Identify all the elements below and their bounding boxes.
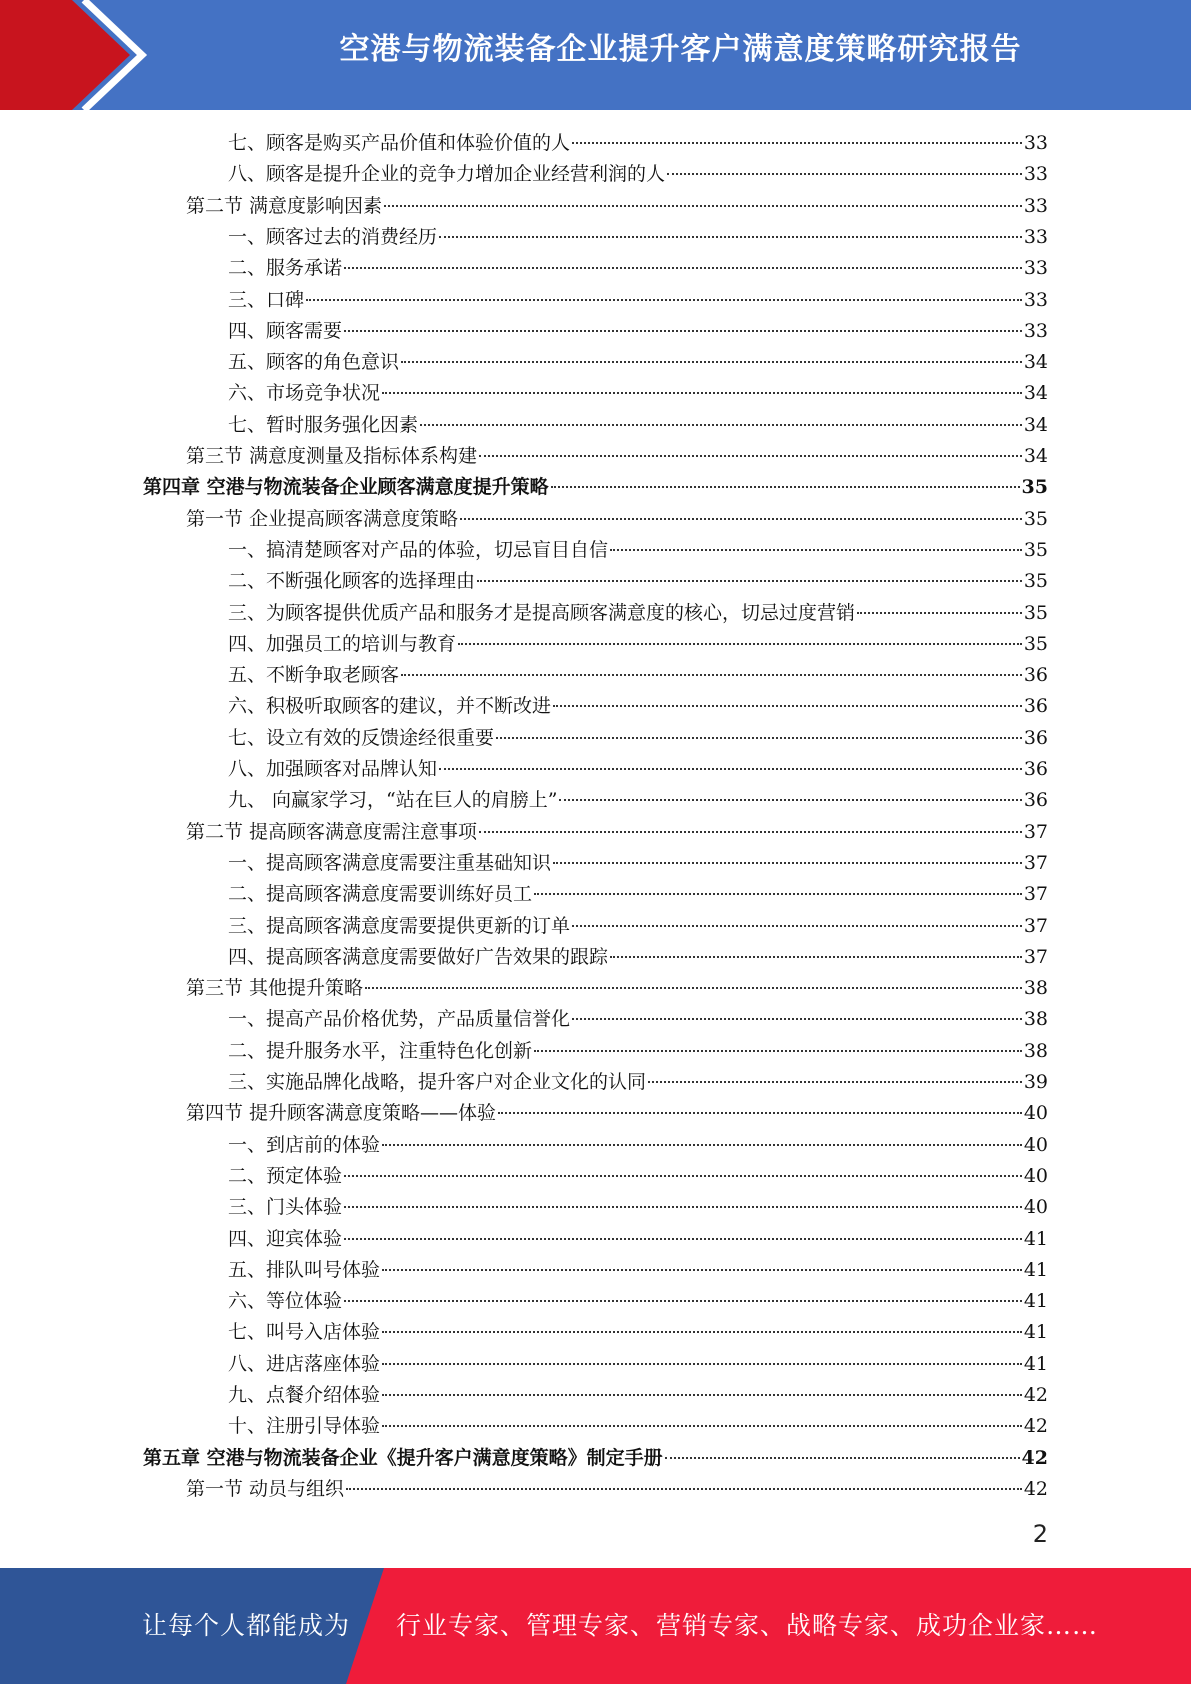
toc-entry-title: 九、 向赢家学习，“站在巨人的肩膀上” xyxy=(228,789,558,812)
toc-subsection-entry[interactable] xyxy=(228,1224,1048,1255)
toc-leader-dots xyxy=(439,235,1022,238)
toc-leader-dots xyxy=(384,204,1022,207)
toc-leader-dots xyxy=(346,1487,1022,1490)
toc-leader-dots xyxy=(610,955,1022,958)
toc-entry-title: 七、暂时服务强化因素 xyxy=(228,413,419,436)
toc-leader-dots xyxy=(382,1362,1022,1365)
toc-subsection-entry[interactable] xyxy=(228,629,1048,660)
toc-entry-page: 35 xyxy=(1023,570,1048,593)
toc-entry-title: 三、提高顾客满意度需要提供更新的订单 xyxy=(228,914,571,937)
toc-entry-title: 一、提高顾客满意度需要注重基础知识 xyxy=(228,851,552,874)
toc-leader-dots xyxy=(382,1330,1022,1333)
toc-entry-page: 34 xyxy=(1023,382,1048,405)
toc-entry-page: 39 xyxy=(1023,1071,1048,1093)
toc-leader-dots xyxy=(382,1424,1022,1427)
toc-entry-title: 第三节 满意度测量及指标体系构建 xyxy=(186,445,478,467)
toc-entry-page: 36 xyxy=(1023,758,1048,780)
toc-leader-dots xyxy=(365,986,1022,989)
toc-entry-title: 九、点餐介绍体验 xyxy=(228,1384,381,1406)
toc-chapter-entry[interactable] xyxy=(143,472,1048,503)
toc-entry-title: 第一节 动员与组织 xyxy=(186,1477,345,1500)
toc-entry-title: 第四节 提升顾客满意度策略——体验 xyxy=(186,1102,497,1125)
toc-entry-page: 42 xyxy=(1021,1446,1048,1469)
toc-entry-page: 33 xyxy=(1023,132,1048,154)
toc-leader-dots xyxy=(439,767,1022,770)
toc-subsection-entry[interactable] xyxy=(228,1349,1048,1380)
toc-entry-page: 33 xyxy=(1023,194,1048,217)
toc-entry-title: 五、顾客的角色意识 xyxy=(228,351,400,374)
toc-leader-dots xyxy=(551,485,1020,488)
toc-subsection-entry[interactable] xyxy=(228,316,1048,347)
page-footer xyxy=(0,1568,1191,1684)
toc-section-entry[interactable] xyxy=(186,441,1048,472)
toc-entry-title: 二、不断强化顾客的选择理由 xyxy=(228,570,476,593)
toc-section-entry[interactable] xyxy=(186,1474,1048,1505)
toc-subsection-entry[interactable] xyxy=(228,128,1048,159)
toc-leader-dots xyxy=(344,329,1022,332)
toc-entry-title: 二、提高顾客满意度需要训练好员工 xyxy=(228,883,533,906)
toc-section-entry[interactable] xyxy=(186,1098,1048,1129)
footer-slogan-left: 让每个人都能成为 xyxy=(142,1611,351,1640)
toc-entry-title: 三、口碑 xyxy=(228,288,305,311)
toc-entry-title: 一、顾客过去的消费经历 xyxy=(228,225,438,248)
toc-leader-dots xyxy=(401,360,1022,363)
toc-entry-title: 五、排队叫号体验 xyxy=(228,1258,381,1281)
toc-subsection-entry[interactable] xyxy=(228,1411,1048,1442)
toc-leader-dots xyxy=(344,1299,1022,1302)
toc-entry-page: 37 xyxy=(1023,820,1048,843)
toc-subsection-entry[interactable] xyxy=(228,1317,1048,1348)
toc-subsection-entry[interactable] xyxy=(228,1192,1048,1223)
toc-entry-page: 40 xyxy=(1023,1102,1048,1125)
toc-subsection-entry[interactable] xyxy=(228,848,1048,879)
toc-entry-title: 六、等位体验 xyxy=(228,1290,343,1313)
toc-leader-dots xyxy=(382,391,1022,394)
toc-subsection-entry[interactable] xyxy=(228,347,1048,378)
toc-subsection-entry[interactable] xyxy=(228,723,1048,754)
toc-entry-page: 40 xyxy=(1023,1196,1048,1219)
toc-chapter-entry[interactable] xyxy=(143,1443,1048,1474)
toc-entry-page: 36 xyxy=(1023,789,1048,812)
toc-subsection-entry[interactable] xyxy=(228,911,1048,942)
toc-entry-title: 一、提高产品价格优势，产品质量信誉化 xyxy=(228,1008,571,1031)
toc-entry-title: 三、为顾客提供优质产品和服务才是提高顾客满意度的核心，切忌过度营销 xyxy=(228,601,856,624)
toc-entry-title: 第四章 空港与物流装备企业顾客满意度提升策略 xyxy=(143,476,549,499)
toc-entry-page: 38 xyxy=(1023,977,1048,1000)
toc-subsection-entry[interactable] xyxy=(228,691,1048,722)
toc-entry-title: 第一节 企业提高顾客满意度策略 xyxy=(186,507,459,530)
toc-entry-page: 36 xyxy=(1023,726,1048,749)
toc-entry-title: 第二节 提高顾客满意度需注意事项 xyxy=(186,820,478,843)
toc-entry-title: 三、门头体验 xyxy=(228,1196,343,1219)
toc-leader-dots xyxy=(420,423,1022,426)
toc-entry-page: 40 xyxy=(1023,1164,1048,1187)
toc-subsection-entry[interactable] xyxy=(228,942,1048,973)
toc-entry-title: 七、顾客是购买产品价值和体验价值的人 xyxy=(228,132,571,154)
toc-leader-dots xyxy=(382,1143,1022,1146)
toc-leader-dots xyxy=(479,830,1022,833)
toc-entry-page: 41 xyxy=(1023,1352,1048,1375)
toc-leader-dots xyxy=(306,298,1022,301)
toc-leader-dots xyxy=(572,1017,1022,1020)
toc-entry-page: 42 xyxy=(1023,1415,1048,1438)
toc-subsection-entry[interactable] xyxy=(228,1161,1048,1192)
toc-entry-page: 37 xyxy=(1023,883,1048,906)
toc-entry-title: 八、顾客是提升企业的竞争力增加企业经营利润的人 xyxy=(228,163,666,186)
toc-leader-dots xyxy=(458,642,1022,645)
toc-entry-page: 33 xyxy=(1023,319,1048,342)
report-title: 空港与物流装备企业提升客户满意度策略研究报告 xyxy=(339,32,1022,67)
toc-leader-dots xyxy=(401,673,1022,676)
toc-entry-page: 34 xyxy=(1023,413,1048,436)
toc-entry-page: 41 xyxy=(1023,1258,1048,1281)
toc-entry-title: 十、注册引导体验 xyxy=(228,1415,381,1438)
toc-leader-dots xyxy=(477,579,1022,582)
toc-leader-dots xyxy=(496,736,1022,739)
toc-subsection-entry[interactable] xyxy=(228,1004,1048,1035)
toc-entry-page: 42 xyxy=(1023,1477,1048,1500)
toc-leader-dots xyxy=(857,611,1022,614)
header-chevron-decoration xyxy=(0,0,155,110)
toc-leader-dots xyxy=(382,1268,1022,1271)
toc-entry-page: 41 xyxy=(1023,1321,1048,1344)
toc-leader-dots xyxy=(572,141,1022,144)
toc-section-entry[interactable] xyxy=(186,817,1048,848)
toc-leader-dots xyxy=(460,517,1022,520)
toc-entry-page: 36 xyxy=(1023,695,1048,718)
toc-entry-page: 38 xyxy=(1023,1039,1048,1062)
toc-leader-dots xyxy=(667,172,1022,175)
toc-entry-page: 34 xyxy=(1023,445,1048,467)
toc-entry-title: 四、提高顾客满意度需要做好广告效果的跟踪 xyxy=(228,945,609,968)
toc-entry-page: 41 xyxy=(1023,1290,1048,1313)
toc-subsection-entry[interactable] xyxy=(228,1255,1048,1286)
toc-subsection-entry[interactable] xyxy=(228,598,1048,629)
toc-subsection-entry[interactable] xyxy=(228,1286,1048,1317)
toc-entry-title: 二、预定体验 xyxy=(228,1164,343,1187)
toc-leader-dots xyxy=(553,861,1022,864)
toc-subsection-entry[interactable] xyxy=(228,566,1048,597)
toc-leader-dots xyxy=(610,548,1022,551)
toc-leader-dots xyxy=(648,1080,1022,1083)
toc-subsection-entry[interactable] xyxy=(228,253,1048,284)
toc-entry-title: 六、市场竞争状况 xyxy=(228,382,381,405)
toc-entry-title: 第三节 其他提升策略 xyxy=(186,977,364,1000)
toc-subsection-entry[interactable] xyxy=(228,785,1048,816)
page-header xyxy=(0,0,1191,110)
toc-leader-dots xyxy=(572,924,1022,927)
toc-leader-dots xyxy=(559,798,1021,801)
toc-entry-title: 一、搞清楚顾客对产品的体验，切忌盲目自信 xyxy=(228,538,609,561)
toc-entry-page: 41 xyxy=(1023,1227,1048,1250)
toc-entry-title: 七、叫号入店体验 xyxy=(228,1321,381,1344)
toc-entry-page: 33 xyxy=(1023,288,1048,311)
toc-entry-page: 35 xyxy=(1023,601,1048,624)
toc-subsection-entry[interactable] xyxy=(228,1130,1048,1161)
toc-entry-page: 35 xyxy=(1023,632,1048,655)
toc-subsection-entry[interactable] xyxy=(228,285,1048,316)
toc-entry-page: 33 xyxy=(1023,225,1048,248)
toc-entry-title: 四、加强员工的培训与教育 xyxy=(228,632,457,655)
toc-leader-dots xyxy=(498,1111,1022,1114)
toc-entry-title: 六、积极听取顾客的建议，并不断改进 xyxy=(228,695,552,718)
toc-leader-dots xyxy=(479,454,1022,457)
toc-entry-title: 七、设立有效的反馈途经很重要 xyxy=(228,726,495,749)
toc-subsection-entry[interactable] xyxy=(228,410,1048,441)
toc-section-entry[interactable] xyxy=(186,504,1048,535)
toc-subsection-entry[interactable] xyxy=(228,1036,1048,1067)
toc-leader-dots xyxy=(665,1456,1020,1459)
toc-subsection-entry[interactable] xyxy=(228,378,1048,409)
toc-subsection-entry[interactable] xyxy=(228,660,1048,691)
toc-entry-page: 38 xyxy=(1023,1008,1048,1031)
toc-entry-page: 37 xyxy=(1023,914,1048,937)
toc-entry-page: 35 xyxy=(1023,507,1048,530)
toc-section-entry[interactable] xyxy=(186,973,1048,1004)
toc-entry-title: 三、实施品牌化战略，提升客户对企业文化的认同 xyxy=(228,1071,647,1093)
toc-entry-title: 八、进店落座体验 xyxy=(228,1352,381,1375)
toc-entry-page: 33 xyxy=(1023,257,1048,280)
toc-leader-dots xyxy=(344,1205,1022,1208)
toc-entry-title: 四、顾客需要 xyxy=(228,319,343,342)
toc-entry-page: 37 xyxy=(1023,945,1048,968)
toc-leader-dots xyxy=(382,1393,1022,1396)
toc-entry-title: 一、到店前的体验 xyxy=(228,1133,381,1156)
toc-subsection-entry[interactable] xyxy=(228,1067,1048,1098)
toc-entry-title: 二、服务承诺 xyxy=(228,257,343,280)
toc-entry-title: 四、迎宾体验 xyxy=(228,1227,343,1250)
toc-entry-page: 42 xyxy=(1023,1384,1048,1406)
toc-leader-dots xyxy=(534,892,1022,895)
toc-entry-page: 35 xyxy=(1023,538,1048,561)
toc-leader-dots xyxy=(344,1174,1022,1177)
toc-entry-title: 第五章 空港与物流装备企业《提升客户满意度策略》制定手册 xyxy=(143,1446,663,1469)
toc-leader-dots xyxy=(344,266,1022,269)
toc-subsection-entry[interactable] xyxy=(228,879,1048,910)
toc-subsection-entry[interactable] xyxy=(228,159,1048,190)
toc-entry-title: 八、加强顾客对品牌认知 xyxy=(228,758,438,780)
toc-entry-title: 二、提升服务水平，注重特色化创新 xyxy=(228,1039,533,1062)
toc-subsection-entry[interactable] xyxy=(228,535,1048,566)
toc-entry-page: 34 xyxy=(1023,351,1048,374)
footer-slogan-right: 行业专家、管理专家、营销专家、战略专家、成功企业家…… xyxy=(396,1611,1099,1640)
toc-leader-dots xyxy=(553,704,1022,707)
toc-entry-page: 40 xyxy=(1023,1133,1048,1156)
page-number: 2 xyxy=(1032,1520,1048,1548)
toc-entry-page: 33 xyxy=(1023,163,1048,186)
toc-leader-dots xyxy=(344,1237,1022,1240)
toc-entry-page: 36 xyxy=(1023,664,1048,687)
toc-entry-page: 37 xyxy=(1023,851,1048,874)
toc-entry-title: 第二节 满意度影响因素 xyxy=(186,194,383,217)
toc-subsection-entry[interactable] xyxy=(228,1380,1048,1411)
toc-entry-title: 五、不断争取老顾客 xyxy=(228,664,400,687)
toc-subsection-entry[interactable] xyxy=(228,222,1048,253)
toc-section-entry[interactable] xyxy=(186,191,1048,222)
toc-subsection-entry[interactable] xyxy=(228,754,1048,785)
toc-entry-page: 35 xyxy=(1021,476,1048,499)
toc-leader-dots xyxy=(534,1049,1022,1052)
